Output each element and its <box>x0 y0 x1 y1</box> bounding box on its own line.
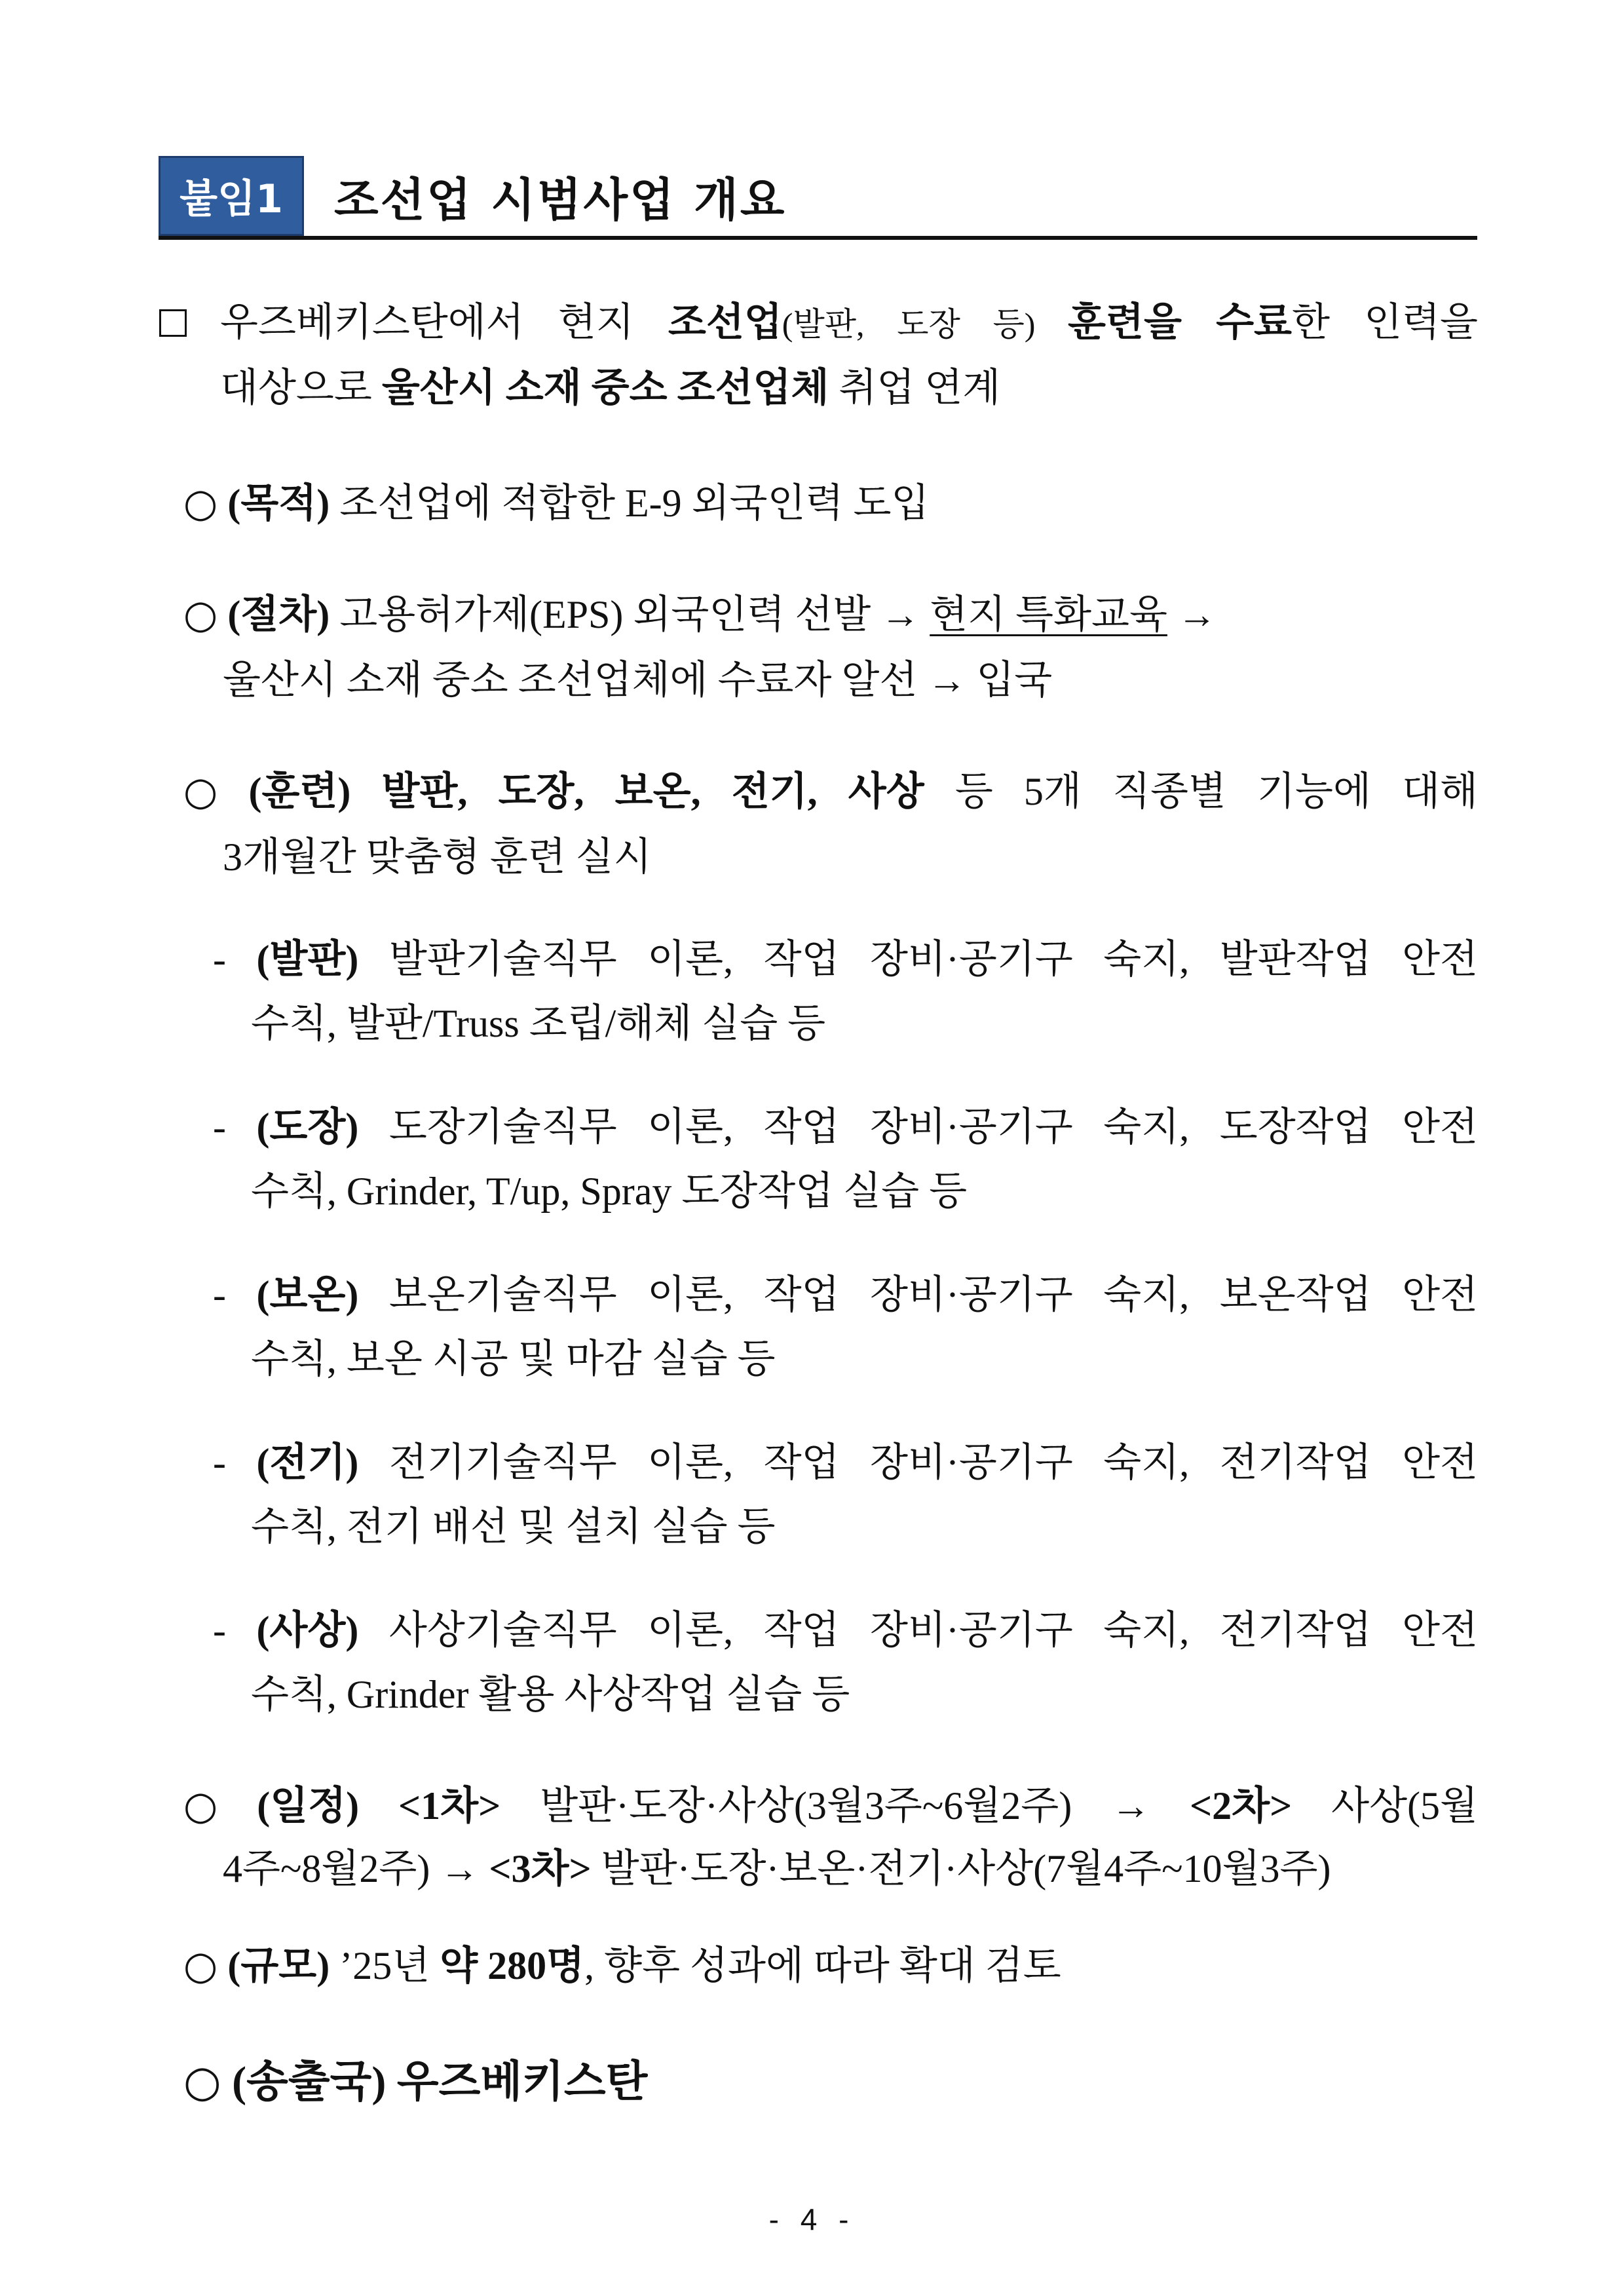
circle-bullet-icon: ○ <box>183 769 218 814</box>
item-label: (절차) <box>227 593 330 636</box>
item-scale <box>183 1940 1061 1992</box>
dash-marker: - <box>213 1441 226 1484</box>
item-label: (일정) <box>257 1784 360 1827</box>
sub-item-electrical <box>213 1436 1478 1489</box>
item-training <box>183 765 1478 818</box>
page-number: - 4 - <box>768 2202 856 2236</box>
circle-bullet-icon: ○ <box>183 1783 218 1829</box>
sub-item-label: (도장) <box>256 1105 359 1149</box>
checkbox-marker-icon <box>159 309 187 337</box>
item-purpose <box>183 477 929 529</box>
intro-bold-companies: 울산시 소재 중소 조선업체 <box>381 366 829 410</box>
dash-marker: - <box>213 1273 226 1316</box>
sub-item-text: 전기기술직무 이론, 작업 장비·공기구 숙지, 전기작업 안전 <box>358 1441 1479 1484</box>
round-2: <2차> <box>1189 1784 1293 1827</box>
training-fields: 발판, 도장, 보온, 전기, 사상 <box>350 770 924 813</box>
item-text: 사상(5월 <box>1292 1784 1479 1827</box>
round-3: <3차> <box>489 1847 592 1890</box>
item-training-line-2: 3개월간 맞춤형 훈련 실시 <box>223 835 652 879</box>
page-title: 조선업 시범사업 개요 <box>334 172 787 227</box>
circle-bullet-icon: ○ <box>183 1943 218 1989</box>
item-text: 고용허가제(EPS) 외국인력 선발 → <box>330 593 930 636</box>
attachment-tag: 붙임1 <box>159 156 304 236</box>
sub-item-text: 보온기술직무 이론, 작업 장비·공기구 숙지, 보온작업 안전 <box>358 1273 1479 1316</box>
sub-item-label: (사상) <box>256 1609 359 1652</box>
item-label: (훈련) <box>248 770 351 813</box>
header-rule <box>159 236 1477 240</box>
item-label: (규모) <box>227 1944 330 1987</box>
circle-bullet-icon: ○ <box>183 592 218 638</box>
sub-item-painting <box>213 1101 1478 1153</box>
item-schedule <box>183 1780 1478 1832</box>
dash-marker: - <box>213 1609 226 1652</box>
sub-item-scaffold <box>213 933 1478 985</box>
intro-line-2 <box>220 362 1000 414</box>
item-label: (송출국) <box>232 2058 387 2106</box>
sub-item-label: (보온) <box>256 1273 359 1316</box>
item-schedule-line-2 <box>223 1843 1331 1895</box>
circle-bullet-icon: ○ <box>183 480 218 526</box>
intro-bold-shipbuilding: 조선업 <box>668 301 782 344</box>
intro-line-1 <box>220 296 1478 351</box>
sub-item-insulation-line-2: 수칙, 보온 시공 및 마감 실습 등 <box>251 1337 776 1381</box>
item-text: 등 5개 직종별 기능에 대해 <box>924 770 1478 813</box>
sub-item-finishing <box>213 1604 1478 1656</box>
item-label: (목적) <box>227 482 330 525</box>
item-text: ’25년 <box>330 1944 440 1987</box>
intro-text: 우즈베키스탄에서 현지 <box>220 301 668 344</box>
sub-item-insulation <box>213 1269 1478 1321</box>
sub-item-label: (발판) <box>256 938 359 981</box>
scale-count: 약 280명 <box>440 1944 585 1987</box>
sub-item-scaffold-line-2: 수칙, 발판/Truss 조립/해체 실습 등 <box>251 1002 826 1045</box>
item-text: 발판·도장·보온·전기·사상(7월4주~10월3주) <box>591 1847 1331 1890</box>
circle-bullet-icon: ○ <box>183 2056 221 2107</box>
underlined-text: 현지 특화교육 <box>930 593 1167 636</box>
sub-item-label: (전기) <box>256 1441 359 1484</box>
intro-text: 한 인력을 <box>1292 301 1478 344</box>
intro-text: 대상으로 <box>220 366 382 410</box>
item-text: 발판·도장·사상(3월3주~6월2주) → <box>500 1784 1190 1827</box>
item-procedure-line-2: 울산시 소재 중소 조선업체에 수료자 알선 → 입국 <box>223 659 1053 702</box>
intro-text: 취업 연계 <box>829 366 1001 410</box>
sub-item-text: 도장기술직무 이론, 작업 장비·공기구 숙지, 도장작업 안전 <box>358 1105 1479 1149</box>
intro-bold-training: 훈련을 수료 <box>1068 301 1292 344</box>
round-1: <1차> <box>359 1784 501 1827</box>
item-text: 4주~8월2주) → <box>223 1847 489 1890</box>
item-text: → <box>1167 593 1217 636</box>
sub-item-text: 발판기술직무 이론, 작업 장비·공기구 숙지, 발판작업 안전 <box>358 938 1479 981</box>
item-procedure <box>183 588 1217 641</box>
intro-parenthetical: (발판, 도장 등) <box>782 306 1068 343</box>
dash-marker: - <box>213 938 226 981</box>
sub-item-electrical-line-2: 수칙, 전기 배선 및 설치 실습 등 <box>251 1505 776 1548</box>
item-text: 조선업에 적합한 E-9 외국인력 도입 <box>330 482 930 525</box>
sub-item-finishing-line-2: 수칙, Grinder 활용 사상작업 실습 등 <box>251 1673 850 1716</box>
sub-item-painting-line-2: 수칙, Grinder, T/up, Spray 도장작업 실습 등 <box>251 1170 968 1213</box>
section-header <box>159 149 1477 241</box>
item-text: 우즈베키스탄 <box>386 2058 648 2106</box>
item-text: , 향후 성과에 따라 확대 검토 <box>584 1944 1061 1987</box>
item-origin-country <box>183 2052 647 2112</box>
sub-item-text: 사상기술직무 이론, 작업 장비·공기구 숙지, 전기작업 안전 <box>358 1609 1479 1652</box>
dash-marker: - <box>213 1105 226 1149</box>
